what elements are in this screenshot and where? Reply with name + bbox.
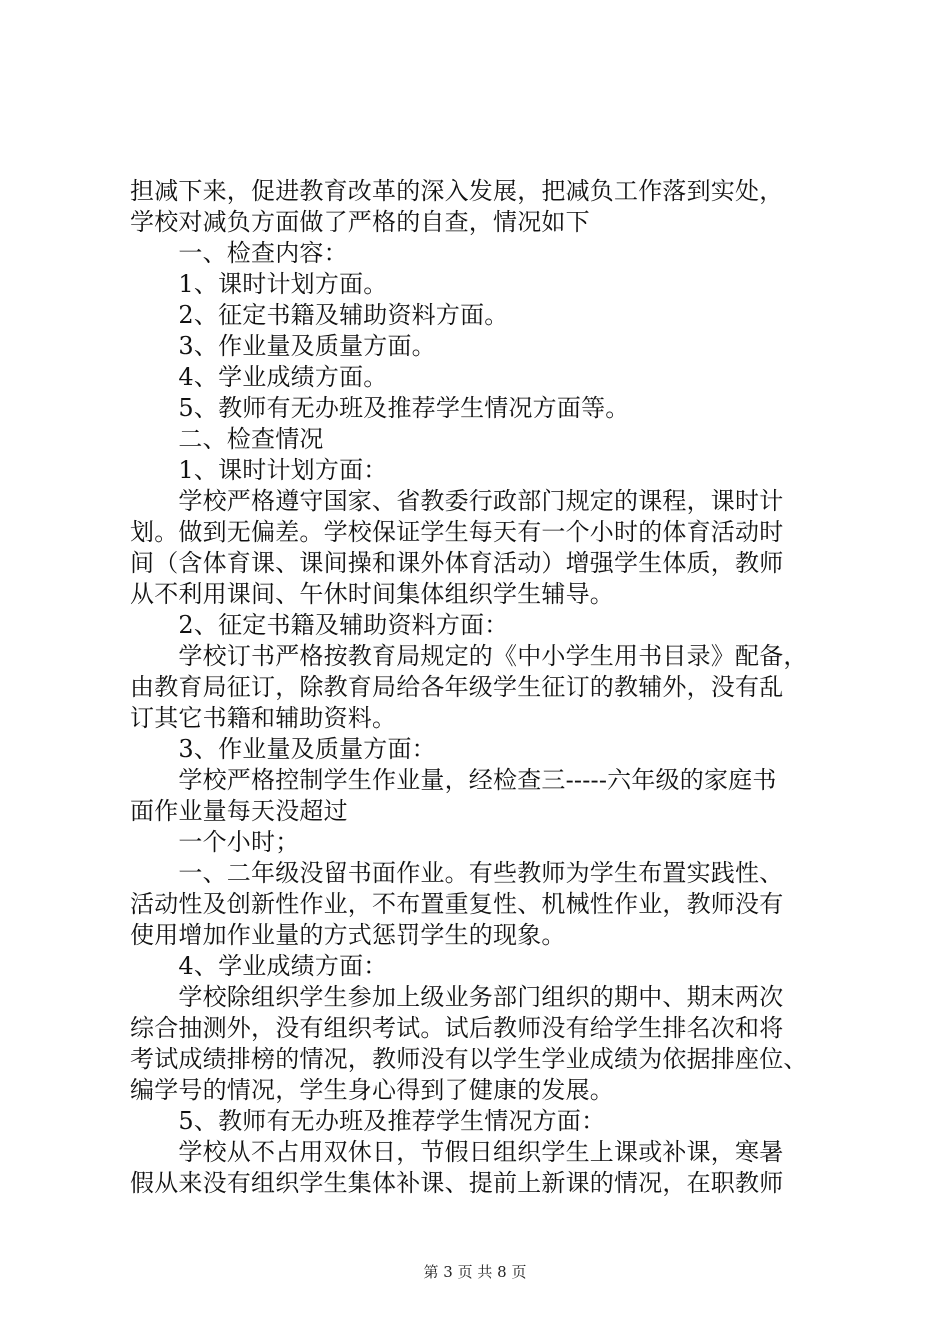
text-line: 学校严格遵守国家、省教委行政部门规定的课程，课时计: [130, 487, 784, 515]
page-footer: [0, 1262, 950, 1282]
subsection-heading: 4、学业成绩方面：: [130, 952, 388, 980]
subsection-heading: 3、作业量及质量方面：: [130, 735, 436, 763]
text-line: 间（含体育课、课间操和课外体育活动）增强学生体质，教师: [130, 549, 784, 577]
text-line: 由教育局征订，除教育局给各年级学生征订的教辅外，没有乱: [130, 673, 784, 701]
text-line: 学校对减负方面做了严格的自查，情况如下: [130, 208, 590, 236]
text-line: 使用增加作业量的方式惩罚学生的现象。: [130, 921, 566, 949]
text-line: 订其它书籍和辅助资料。: [130, 704, 397, 732]
text-line: 编学号的情况，学生身心得到了健康的发展。: [130, 1076, 614, 1104]
text-line: 学校严格控制学生作业量，经检查三-----六年级的家庭书: [130, 766, 777, 794]
text-line: 学校除组织学生参加上级业务部门组织的期中、期末两次: [130, 983, 784, 1011]
text-line: 活动性及创新性作业，不布置重复性、机械性作业，教师没有: [130, 890, 784, 918]
list-item: 4、学业成绩方面。: [130, 363, 388, 391]
page-number: 第 3 页 共 8 页: [423, 1263, 527, 1281]
list-item: 2、征定书籍及辅助资料方面。: [130, 301, 509, 329]
text-line: 学校订书严格按教育局规定的《中小学生用书目录》配备，: [130, 642, 808, 670]
text-line: 假从来没有组织学生集体补课、提前上新课的情况，在职教师: [130, 1169, 784, 1197]
text-line: 学校从不占用双休日，节假日组织学生上课或补课，寒暑: [130, 1138, 784, 1166]
text-line: 划。做到无偏差。学校保证学生每天有一个小时的体育活动时: [130, 518, 784, 546]
text-line: 一个小时；: [130, 828, 300, 856]
text-line: 从不利用课间、午休时间集体组织学生辅导。: [130, 580, 614, 608]
list-item: 5、教师有无办班及推荐学生情况方面等。: [130, 394, 630, 422]
document-body: [130, 176, 835, 1199]
text-line: 面作业量每天没超过: [130, 797, 348, 825]
subsection-heading: 2、征定书籍及辅助资料方面：: [130, 611, 509, 639]
section-heading: 一、检查内容：: [130, 239, 348, 267]
text-line: 综合抽测外，没有组织考试。试后教师没有给学生排名次和将: [130, 1014, 784, 1042]
text-line: 担减下来，促进教育改革的深入发展，把减负工作落到实处，: [130, 177, 784, 205]
text-line: 考试成绩排榜的情况，教师没有以学生学业成绩为依据排座位、: [130, 1045, 808, 1073]
list-item: 1、课时计划方面。: [130, 270, 388, 298]
list-item: 3、作业量及质量方面。: [130, 332, 436, 360]
subsection-heading: 5、教师有无办班及推荐学生情况方面：: [130, 1107, 606, 1135]
section-heading: 二、检查情况: [130, 425, 324, 453]
subsection-heading: 1、课时计划方面：: [130, 456, 388, 484]
text-line: 一、二年级没留书面作业。有些教师为学生布置实践性、: [130, 859, 784, 887]
